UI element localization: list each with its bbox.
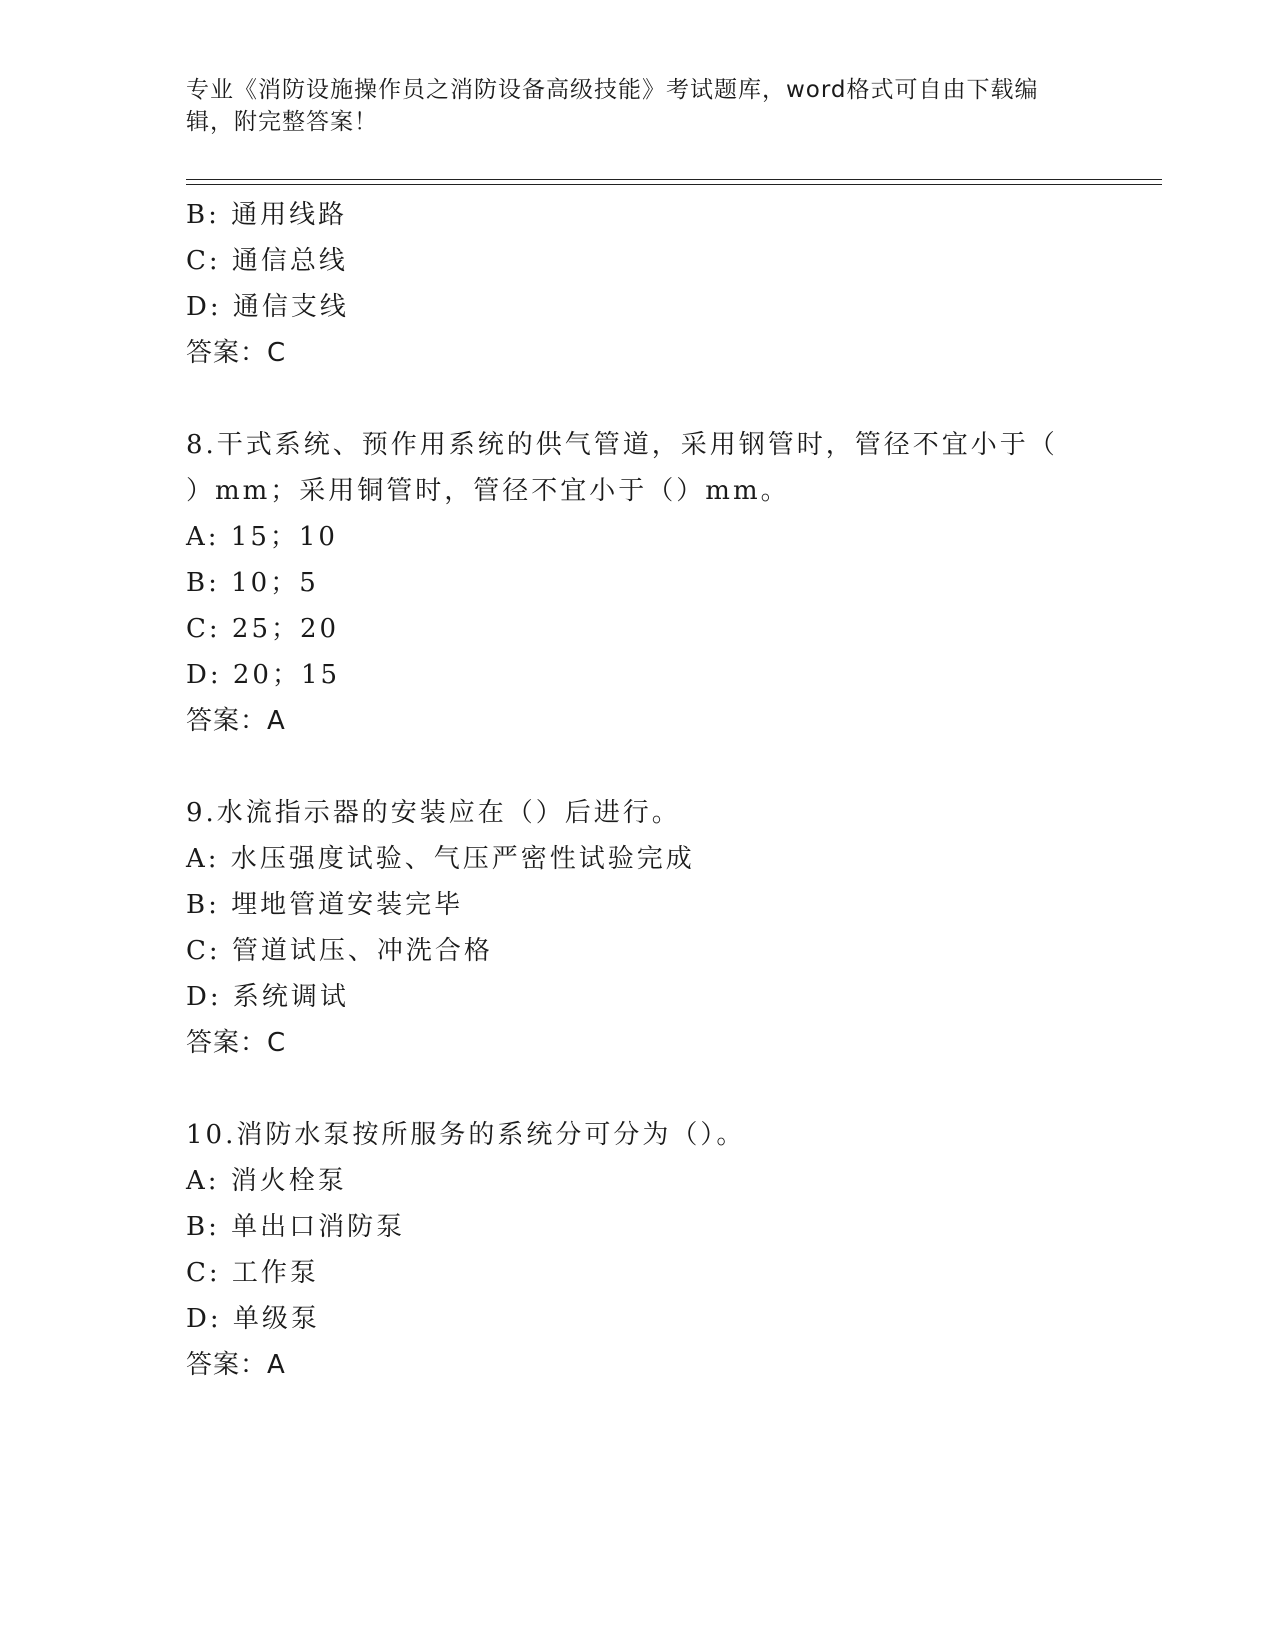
option-c: C: 工作泵 [186, 1258, 319, 1288]
question-stem: 10.消防水泵按所服务的系统分可分为（）。 [186, 1120, 746, 1150]
question-stem-line-1: 8.干式系统、预作用系统的供气管道，采用钢管时，管径不宜小于（ [186, 430, 1058, 460]
option-d: D: 20；15 [186, 660, 341, 690]
header-line-2: 辑，附完整答案！ [186, 109, 378, 135]
question-10 [186, 1112, 1146, 1388]
spacer [186, 744, 1146, 790]
option-a: A: 消火栓泵 [186, 1166, 347, 1196]
question-9 [186, 790, 1146, 1066]
option-a: A: 水压强度试验、气压严密性试验完成 [186, 844, 695, 874]
option-b: B: 埋地管道安装完毕 [186, 890, 464, 920]
answer-line: 答案：A [186, 706, 286, 736]
question-7-tail [186, 192, 1146, 376]
question-stem: 9.水流指示器的安装应在（）后进行。 [186, 798, 681, 828]
answer-line: 答案：A [186, 1350, 286, 1380]
spacer [186, 376, 1146, 422]
option-c: C: 通信总线 [186, 246, 348, 276]
question-8 [186, 422, 1146, 744]
option-c: C: 25；20 [186, 614, 340, 644]
question-list [186, 192, 1146, 1388]
answer-line: 答案：C [186, 1028, 287, 1058]
header-divider-top [186, 179, 1162, 180]
option-d: D: 通信支线 [186, 292, 349, 322]
spacer [186, 1066, 1146, 1112]
option-c: C: 管道试压、冲洗合格 [186, 936, 493, 966]
header-divider-bottom [186, 184, 1162, 185]
option-d: D: 单级泵 [186, 1304, 320, 1334]
header-line-1: 专业《消防设施操作员之消防设备高级技能》考试题库，word格式可自由下载编 [186, 77, 1039, 103]
answer-line: 答案：C [186, 338, 287, 368]
document-header [186, 74, 1086, 138]
option-b: B: 10；5 [186, 568, 319, 598]
question-stem-line-2: ）mm；采用铜管时，管径不宜小于（）mm。 [186, 476, 790, 506]
option-a: A: 15；10 [186, 522, 338, 552]
option-d: D: 系统调试 [186, 982, 349, 1012]
option-b: B: 单出口消防泵 [186, 1212, 406, 1242]
option-b: B: 通用线路 [186, 200, 348, 230]
